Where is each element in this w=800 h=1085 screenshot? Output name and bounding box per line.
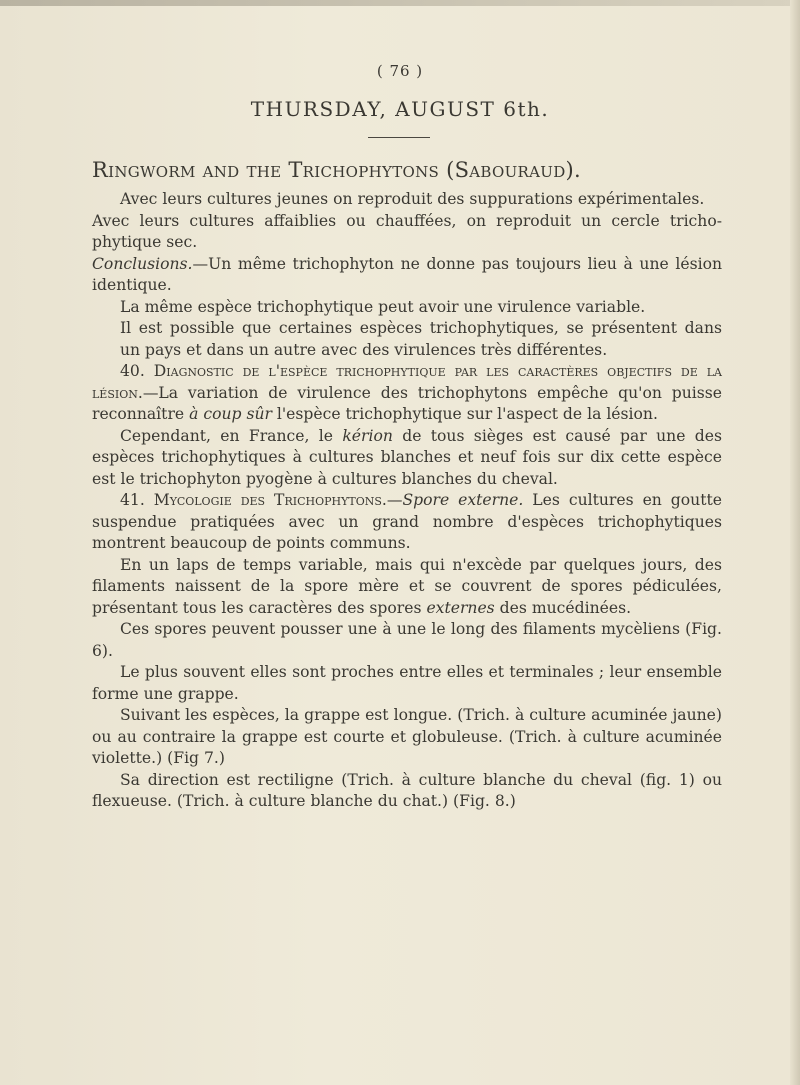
paragraph-4: La même espèce trichophytique peut avoir une virulence variable. — [120, 297, 646, 316]
paragraph-5: Il est possible que certaines espèces trichophytiques, se présentent dans un pays et dans un autre avec des virulences très différentes. — [120, 319, 722, 359]
paragraph-2: Avec leurs cultures affaiblies ou chauffées, on reproduit un cercle tricho-phytique sec. — [92, 211, 722, 251]
paragraph-13: Sa direction est rectiligne (Trich. à culture blanche du cheval (fig. 1) ou flexueuse. (Trich. à culture blanche du chat.) (Fig. 8.) — [92, 770, 722, 810]
page-number: ( 76 ) — [376, 62, 424, 80]
paragraph-1: Avec leurs cultures jeunes on reproduit des suppurations expérimentales. — [120, 190, 705, 208]
conclusions-text: —Un même trichophyton ne donne pas toujours lieu à une lésion identique. — [92, 254, 722, 294]
section-41-text: Les cultures en goutte suspendue pratiquées avec un grand nombre d'espèces trichophytiques montrent beaucoup de points communs. — [92, 491, 722, 552]
section-40-italic: à coup sûr — [189, 405, 272, 423]
heading-rule — [368, 137, 430, 138]
paragraph-9-italic: externes — [426, 598, 495, 617]
section-40-heading: Diagnostic de l'espèce trichophytique par les caractères objectifs de la lésion. — [92, 362, 722, 402]
section-41-heading: Mycologie des Trichophytons. — [153, 491, 387, 509]
section-41-number: 41. — [120, 491, 145, 509]
paragraph-7 — [92, 426, 722, 491]
section-40-text-b: l'espèce trichophytique sur l'aspect de la lésion. — [271, 405, 658, 423]
paragraph-9-text-a: En un laps de temps variable, mais qui n'excède par quelques jours, des filaments naissent de la spore mère et se couvrent de spores pédiculées, présentant tous les caractères des spores — [92, 555, 722, 617]
paragraph-10: Ces spores peuvent pousser une à une le long des filaments mycèliens (Fig. 6). — [92, 620, 722, 660]
section-40-text-a: —La variation de virulence des trichophytons empêche qu'on puisse reconnaître — [92, 383, 722, 423]
section-title: Ringworm and the Trichophytons (Sabouraud). — [92, 158, 582, 182]
section-41-dash: — — [386, 491, 403, 509]
body-text — [92, 189, 722, 813]
paragraph-40 — [92, 361, 722, 426]
date-heading: THURSDAY, AUGUST 6th. — [250, 97, 550, 121]
paragraph-9-text-b: des mucédinées. — [494, 598, 632, 617]
conclusions-label: Conclusions. — [92, 254, 193, 273]
paragraph-7-text-b: de tous sièges est causé par une des espèces trichophytiques à cultures blanches et neuf fois sur dix cette espèce est le trichophyton pyogène à cultures blanches du cheval. — [92, 426, 722, 488]
paragraph-11: Le plus souvent elles sont proches entre elles et terminales ; leur ensemble forme une grappe. — [92, 663, 722, 703]
top-edge — [0, 0, 800, 6]
paragraph-41 — [92, 490, 722, 555]
paragraph-9 — [92, 555, 722, 620]
paragraph-conclusions — [92, 254, 722, 297]
paragraph-7-text-a: Cependant, en France, le — [120, 426, 343, 445]
right-edge — [790, 0, 800, 1085]
paragraph-7-italic: kérion — [342, 426, 393, 445]
section-41-italic: Spore externe. — [402, 491, 524, 509]
section-40-number: 40. — [120, 362, 145, 380]
paragraph-12: Suivant les espèces, la grappe est longue. (Trich. à culture acuminée jaune) ou au contraire la grappe est courte et globuleuse. (Trich. à culture acuminée violette.) (Fig 7.) — [92, 706, 722, 767]
